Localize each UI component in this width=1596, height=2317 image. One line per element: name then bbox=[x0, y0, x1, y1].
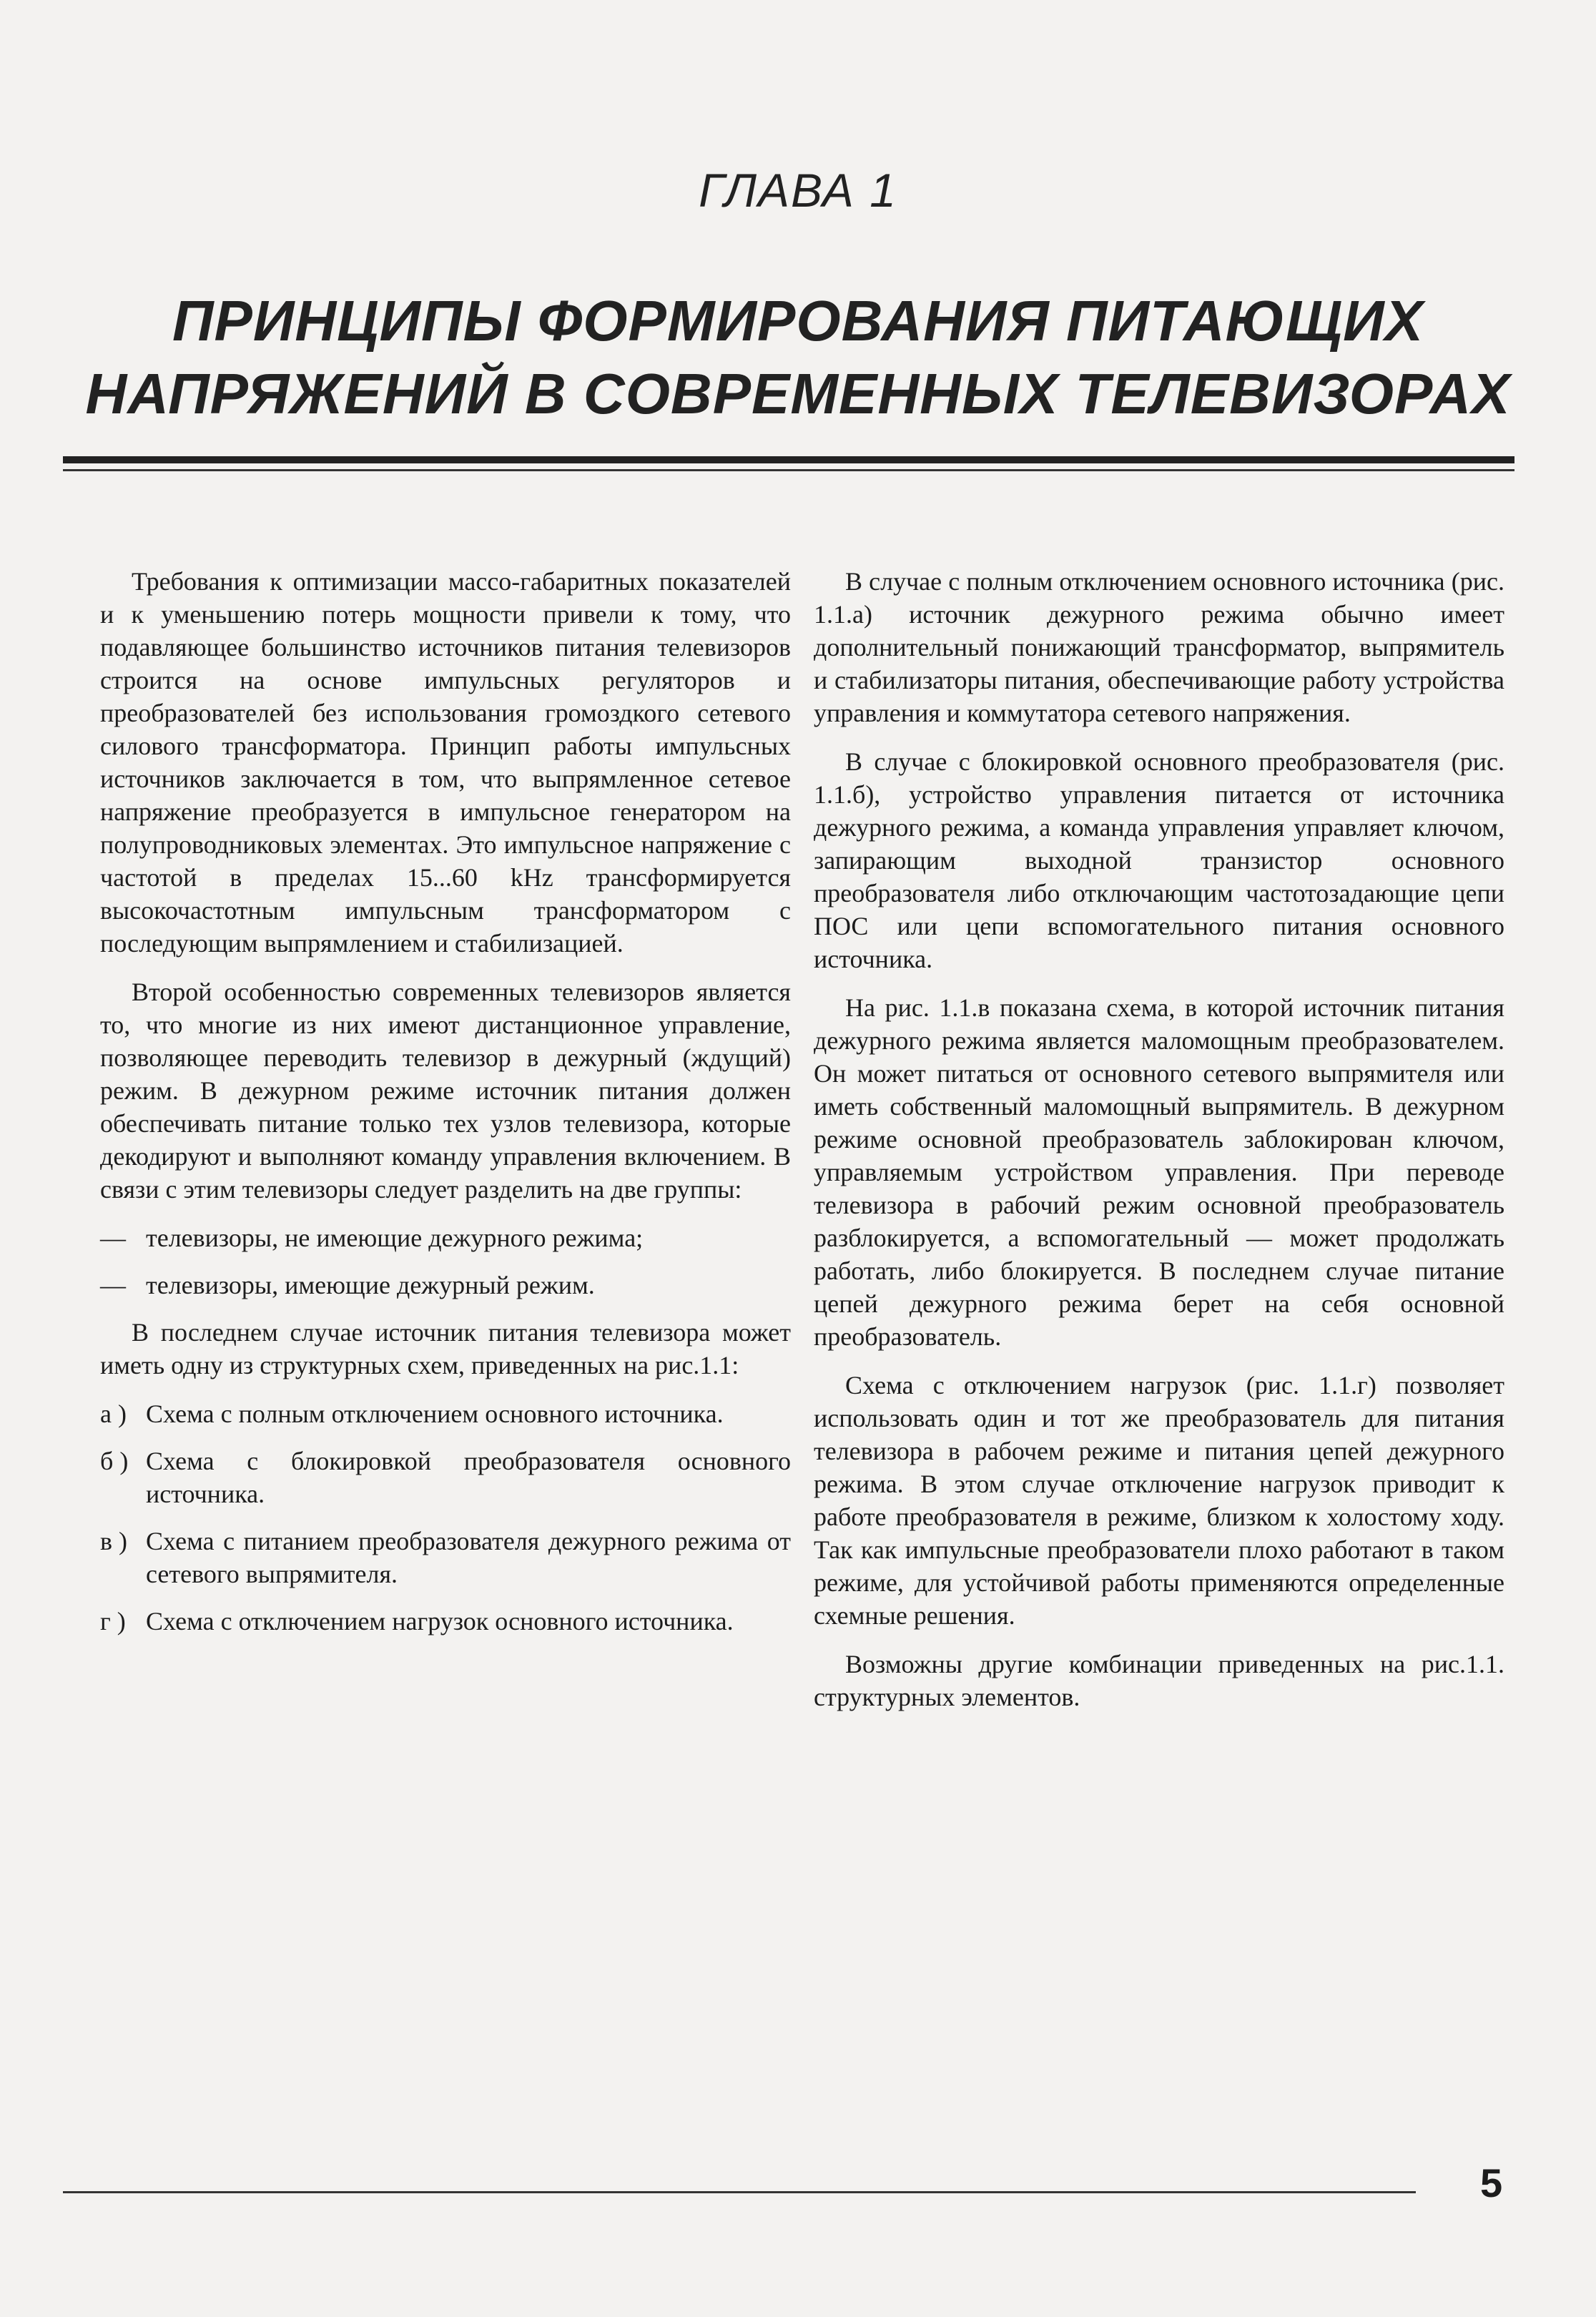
list-item-text: Схема с питанием преобразователя дежурного режима от сетевого выпрямителя. bbox=[146, 1527, 791, 1588]
scheme-list-item bbox=[100, 1397, 791, 1430]
footer-rule bbox=[63, 2191, 1416, 2193]
page-number: 5 bbox=[1480, 2160, 1503, 2205]
list-item-text: Схема с полным отключением основного источника. bbox=[146, 1399, 724, 1428]
list-item-text: Схема с отключением нагрузок основного источника. bbox=[146, 1607, 734, 1635]
paragraph: Схема с отключением нагрузок (рис. 1.1.г) позволяет использовать один и тот же преобразователь для питания телевизора в рабочем режиме и питания цепей дежурного режима. В этом случае отключение нагрузок приводит к работе преобразователя в режиме, близком к холостому ходу. Так как импульсные преобразователи плохо работают в таком режиме, для устойчивой работы применяются определенные схемные решения. bbox=[814, 1371, 1504, 1630]
scheme-list-item bbox=[100, 1445, 791, 1510]
list-marker: г ) bbox=[100, 1607, 126, 1635]
list-marker: б ) bbox=[100, 1447, 129, 1475]
chapter-title-line-2: НАПРЯЖЕНИЙ В СОВРЕМЕННЫХ ТЕЛЕВИЗОРАХ bbox=[85, 362, 1511, 425]
right-column bbox=[814, 565, 1504, 1729]
list-marker: в ) bbox=[100, 1527, 127, 1555]
paragraph: Возможны другие комбинации приведенных на рис.1.1. структурных элементов. bbox=[814, 1650, 1504, 1711]
chapter-title bbox=[0, 285, 1596, 431]
dash-item-text: телевизоры, имеющие дежурный режим. bbox=[146, 1271, 595, 1299]
chapter-label: ГЛАВА 1 bbox=[699, 164, 897, 217]
paragraph: В случае с блокировкой основного преобразователя (рис. 1.1.б), устройство управления питается от источника дежурного режима, а команда управления управляет ключом, запирающим выходной транзистор основного преобразователя либо отключающим частотозадающие цепи ПОС или цепи вспомогательного питания основного источника. bbox=[814, 747, 1504, 973]
header-rule-thin bbox=[63, 469, 1514, 471]
list-marker: а ) bbox=[100, 1399, 127, 1428]
scheme-list-item bbox=[100, 1605, 791, 1638]
paragraph: Требования к оптимизации массо-габаритных показателей и к уменьшению потерь мощности привели к тому, что подавляющее большинство источников питания телевизоров строится на основе импульсных регуляторов и преобразователей без использования громоздкого сетевого силового трансформатора. Принцип работы импульсных источников заключается в том, что выпрямленное сетевое напряжение преобразуется в импульсное генератором на полупроводниковых элементах. Это импульсное напряжение с частотой в пределах 15...60 kHz трансформируется высокочастотным импульсным трансформатором с последующим выпрямлением и стабилизацией. bbox=[100, 567, 791, 958]
header-rule-thick bbox=[63, 456, 1514, 463]
dash-marker: — bbox=[100, 1271, 126, 1299]
chapter-title-line-1: ПРИНЦИПЫ ФОРМИРОВАНИЯ ПИТАЮЩИХ bbox=[172, 289, 1424, 353]
dash-list-item bbox=[100, 1221, 791, 1254]
left-column bbox=[100, 565, 791, 1652]
dash-item-text: телевизоры, не имеющие дежурного режима; bbox=[146, 1224, 644, 1252]
dash-list-item bbox=[100, 1269, 791, 1302]
paragraph: В случае с полным отключением основного источника (рис. 1.1.а) источник дежурного режима обычно имеет дополнительный понижающий трансформатор, выпрямитель и стабилизаторы питания, обеспечивающие работу устройства управления и коммутатора сетевого напряжения. bbox=[814, 567, 1504, 727]
scheme-list-item bbox=[100, 1525, 791, 1590]
dash-marker: — bbox=[100, 1224, 126, 1252]
paragraph: На рис. 1.1.в показана схема, в которой источник питания дежурного режима является маломощным преобразователем. Он может питаться от основного сетевого выпрямителя или иметь собственный маломощный выпрямитель. В дежурном режиме основной преобразователь заблокирован ключом, управляемым устройством управления. При переводе телевизора в рабочий режим основной преобразователь разблокируется, а вспомогательный — может продолжать работать, либо блокируется. В последнем случае питание цепей дежурного режима берет на себя основной преобразователь. bbox=[814, 993, 1504, 1351]
paragraph: Второй особенностью современных телевизоров является то, что многие из них имеют дистанционное управление, позволяющее переводить телевизор в дежурный (ждущий) режим. В дежурном режиме источник питания должен обеспечивать питание только тех узлов телевизора, которые декодируют и выполняют команду управления включением. В связи с этим телевизоры следует разделить на две группы: bbox=[100, 978, 791, 1204]
paragraph: В последнем случае источник питания телевизора может иметь одну из структурных схем, приведенных на рис.1.1: bbox=[100, 1318, 791, 1379]
list-item-text: Схема с блокировкой преобразователя основного источника. bbox=[146, 1447, 791, 1508]
